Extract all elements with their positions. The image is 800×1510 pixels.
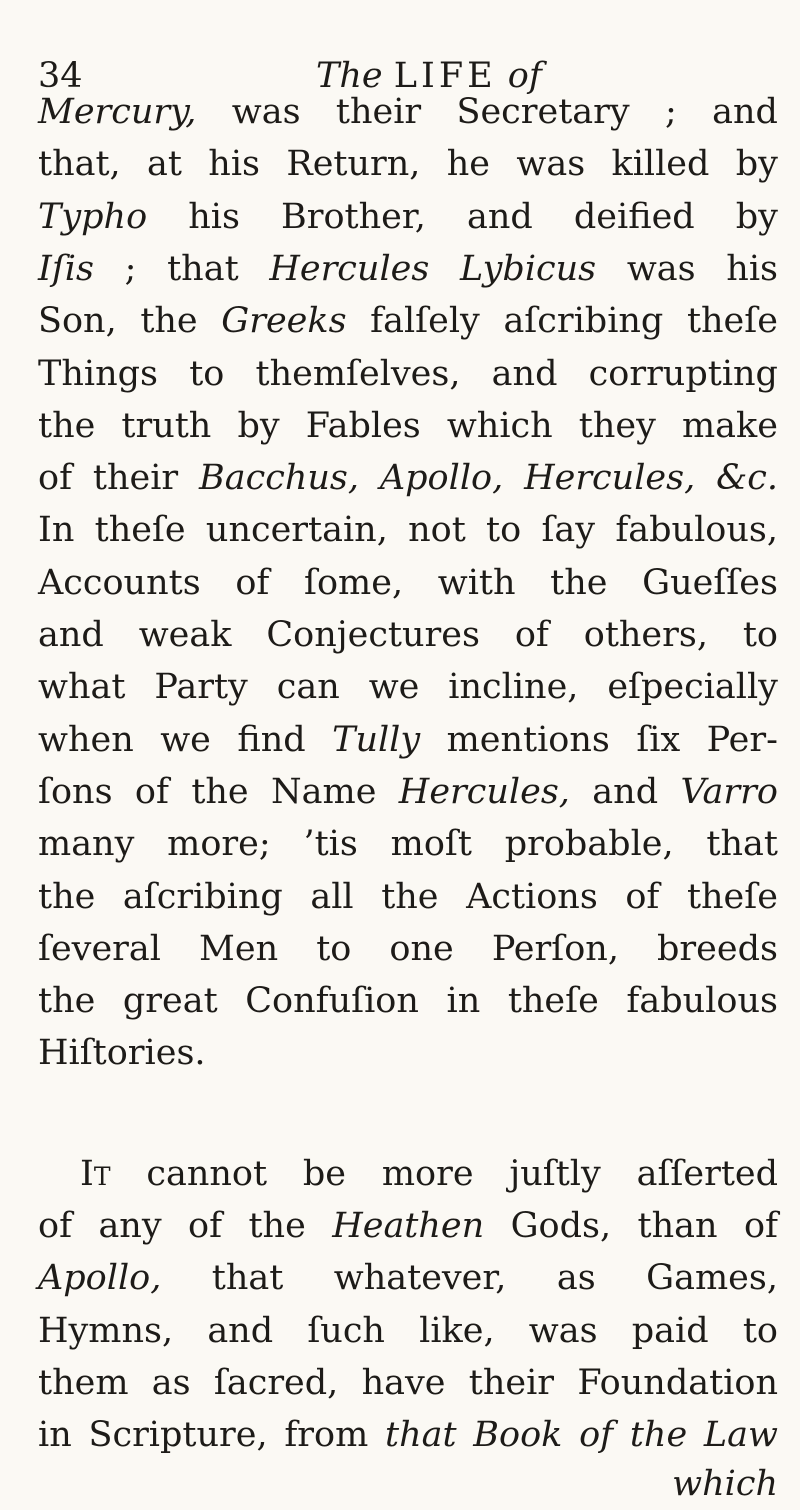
word: that: [167, 248, 239, 289]
word: themſelves,: [255, 353, 461, 394]
word: from: [284, 1415, 369, 1456]
word: Iſis: [38, 248, 94, 289]
word: and: [592, 771, 659, 812]
word: Secretary: [456, 92, 630, 132]
word: can: [276, 667, 340, 708]
word: more: [381, 1153, 474, 1194]
word: be: [302, 1153, 346, 1194]
word: was: [231, 92, 301, 132]
word: Accounts: [38, 562, 201, 603]
word: was: [516, 144, 586, 185]
word: that: [706, 824, 778, 865]
word: Apollo,: [38, 1258, 162, 1299]
word: Hercules: [269, 248, 430, 289]
word: fabulous: [626, 981, 778, 1022]
word: Son,: [38, 301, 117, 342]
paragraph1-line: [38, 818, 778, 870]
word: ſacred,: [213, 1362, 339, 1403]
paragraph1-line: [38, 766, 778, 818]
word: with: [437, 562, 516, 603]
word: eſpecially: [607, 667, 778, 708]
word: truth: [121, 405, 212, 446]
word: ſix: [636, 719, 681, 760]
word: Fables: [305, 405, 421, 446]
word: of: [38, 458, 73, 499]
catchword-line: [38, 1458, 778, 1510]
catchword: which: [672, 1463, 778, 1504]
word: their: [92, 458, 179, 499]
word: theſe: [686, 301, 778, 342]
word: and: [712, 92, 778, 132]
word: mentions: [446, 719, 610, 760]
word: of: [514, 615, 549, 655]
word: Men: [199, 928, 279, 969]
word: of: [235, 562, 270, 603]
paragraph1-line: [38, 661, 778, 713]
paragraph2-line: [38, 1357, 778, 1409]
word: the: [381, 876, 439, 917]
word: and: [466, 196, 533, 237]
word: ſay: [541, 510, 596, 551]
word: that,: [38, 144, 121, 185]
word: theſe: [686, 876, 778, 917]
word: more;: [167, 824, 271, 865]
word: aſcribing: [122, 876, 283, 917]
word: at: [147, 144, 182, 185]
word: theſe: [94, 510, 186, 551]
paragraph1-line: [38, 452, 778, 504]
word: to: [189, 353, 225, 394]
word: Greeks: [221, 301, 347, 342]
word: was: [626, 248, 696, 289]
word: Things: [38, 353, 158, 394]
word: the: [629, 1415, 688, 1456]
word: of: [188, 1206, 223, 1246]
word: Heathen: [332, 1206, 485, 1246]
word: ;: [124, 248, 137, 289]
word: what: [38, 667, 126, 708]
word: Hiſtories.: [38, 1033, 206, 1074]
word: and: [38, 615, 104, 655]
word: to: [316, 928, 352, 969]
word: Gueſſes: [642, 562, 778, 603]
word: falſely: [370, 301, 480, 342]
word: and: [207, 1310, 274, 1351]
word: the: [550, 562, 608, 603]
word: to: [486, 510, 522, 551]
word: in: [446, 981, 481, 1022]
word: aſſerted: [636, 1153, 778, 1194]
word: of: [743, 1206, 778, 1246]
paragraph2-line: [38, 1252, 778, 1304]
word: Book: [473, 1415, 563, 1456]
word: many: [38, 824, 135, 865]
word: Hymns,: [38, 1310, 174, 1351]
word: corrupting: [588, 353, 778, 394]
word: when: [38, 719, 134, 760]
word: others,: [583, 615, 708, 655]
word: ſons: [38, 771, 113, 812]
word: In: [38, 510, 75, 551]
word: Brother,: [281, 196, 426, 237]
word: them: [38, 1362, 129, 1403]
paragraph2-line: [38, 1305, 778, 1357]
word: theſe: [507, 981, 599, 1022]
word: Name: [271, 771, 377, 812]
word: the: [38, 405, 96, 446]
paragraph1-line: [38, 191, 778, 243]
word: and: [491, 353, 558, 394]
word: of: [625, 876, 660, 917]
word: that: [385, 1415, 457, 1456]
paragraph1-line: [38, 138, 778, 190]
word: Perſon,: [491, 928, 619, 969]
word: like,: [419, 1310, 495, 1351]
running-title-the: The: [316, 56, 383, 96]
word: Confuſion: [245, 981, 419, 1022]
word: not: [408, 510, 466, 551]
paragraph1-line: [38, 609, 778, 661]
word: his: [208, 144, 260, 185]
word: killed: [611, 144, 710, 185]
word: &c.: [716, 458, 778, 499]
word: by: [735, 196, 778, 237]
word: Games,: [646, 1258, 778, 1299]
word: we: [368, 667, 420, 708]
word: paid: [631, 1310, 709, 1351]
word: Tully: [332, 719, 421, 760]
word: as: [556, 1258, 596, 1299]
paragraph1-line: [38, 400, 778, 452]
word: Hercules,: [398, 771, 570, 812]
word: by: [735, 144, 778, 185]
word: Varro: [680, 771, 778, 812]
paragraph1-line: [38, 295, 778, 347]
word: Actions: [466, 876, 598, 917]
word: the: [191, 771, 249, 812]
word: ;: [665, 92, 677, 132]
word: Party: [154, 667, 248, 708]
word: they: [578, 405, 656, 446]
word: to: [742, 615, 778, 655]
word: the: [248, 1206, 306, 1246]
word: his: [726, 248, 778, 289]
word: their: [335, 92, 422, 132]
word: moſt: [390, 824, 472, 865]
word: Return,: [286, 144, 421, 185]
paragraph2-line: [38, 1148, 778, 1200]
paragraph1-line: [38, 504, 778, 556]
running-title-of: of: [507, 56, 542, 96]
paragraph1-line: [38, 975, 778, 1027]
word: breeds: [657, 928, 778, 969]
word: ſeveral: [38, 928, 161, 969]
word: any: [98, 1206, 162, 1246]
word: cannot: [146, 1153, 268, 1194]
word: aſcribing: [503, 301, 664, 342]
word: of: [134, 771, 169, 812]
word: Lybicus: [460, 248, 597, 289]
word: in: [38, 1415, 72, 1456]
paragraph1-line: [38, 243, 778, 295]
word: his: [188, 196, 240, 237]
page-number: 34: [38, 56, 83, 96]
word: Conjectures: [266, 615, 480, 655]
word: ſome,: [304, 562, 404, 603]
word: Gods,: [510, 1206, 612, 1246]
paragraph1-line: [38, 1027, 778, 1079]
word: one: [389, 928, 454, 969]
word: their: [468, 1362, 555, 1403]
word: Typho: [38, 196, 148, 237]
word: find: [237, 719, 306, 760]
word: probable,: [504, 824, 674, 865]
word: that: [211, 1258, 284, 1299]
word: was: [528, 1310, 598, 1351]
word: Law: [703, 1415, 778, 1456]
word: make: [681, 405, 778, 446]
word: ſuch: [307, 1310, 385, 1351]
word: the: [140, 301, 198, 342]
word: Foundation: [577, 1362, 778, 1403]
word: to: [742, 1310, 778, 1351]
word: juſtly: [509, 1153, 601, 1194]
word: great: [122, 981, 218, 1022]
word: we: [160, 719, 211, 760]
paragraph1-line: [38, 871, 778, 923]
word: the: [38, 876, 96, 917]
word: Hercules,: [524, 458, 696, 499]
paragraph1-line: [38, 557, 778, 609]
word: the: [38, 981, 96, 1022]
running-title-life: LIFE: [393, 56, 497, 96]
paragraph1-line: [38, 923, 778, 975]
word: he: [446, 144, 491, 185]
word: Per-: [706, 719, 778, 760]
word: Bacchus,: [199, 458, 359, 499]
word: Apollo,: [379, 458, 504, 499]
word: ’tis: [303, 824, 358, 865]
word: Scripture,: [88, 1415, 268, 1456]
word: whatever,: [333, 1258, 507, 1299]
word: as: [151, 1362, 191, 1403]
word: It: [80, 1153, 111, 1194]
word: than: [637, 1206, 718, 1246]
paragraph2-line: [38, 1409, 778, 1461]
word: Mercury,: [38, 92, 197, 132]
word: incline,: [448, 667, 579, 708]
word: all: [310, 876, 354, 917]
word: fabulous,: [615, 510, 778, 551]
paragraph1-line: [38, 348, 778, 400]
paragraph1-line: [38, 714, 778, 766]
word: which: [446, 405, 553, 446]
word: weak: [138, 615, 232, 655]
word: of: [579, 1415, 614, 1456]
word: by: [237, 405, 280, 446]
word: uncertain,: [205, 510, 388, 551]
word: of: [38, 1206, 73, 1246]
paragraph2-line: [38, 1200, 778, 1252]
word: have: [361, 1362, 446, 1403]
paragraph1-line: [38, 86, 778, 138]
word: deified: [573, 196, 695, 237]
